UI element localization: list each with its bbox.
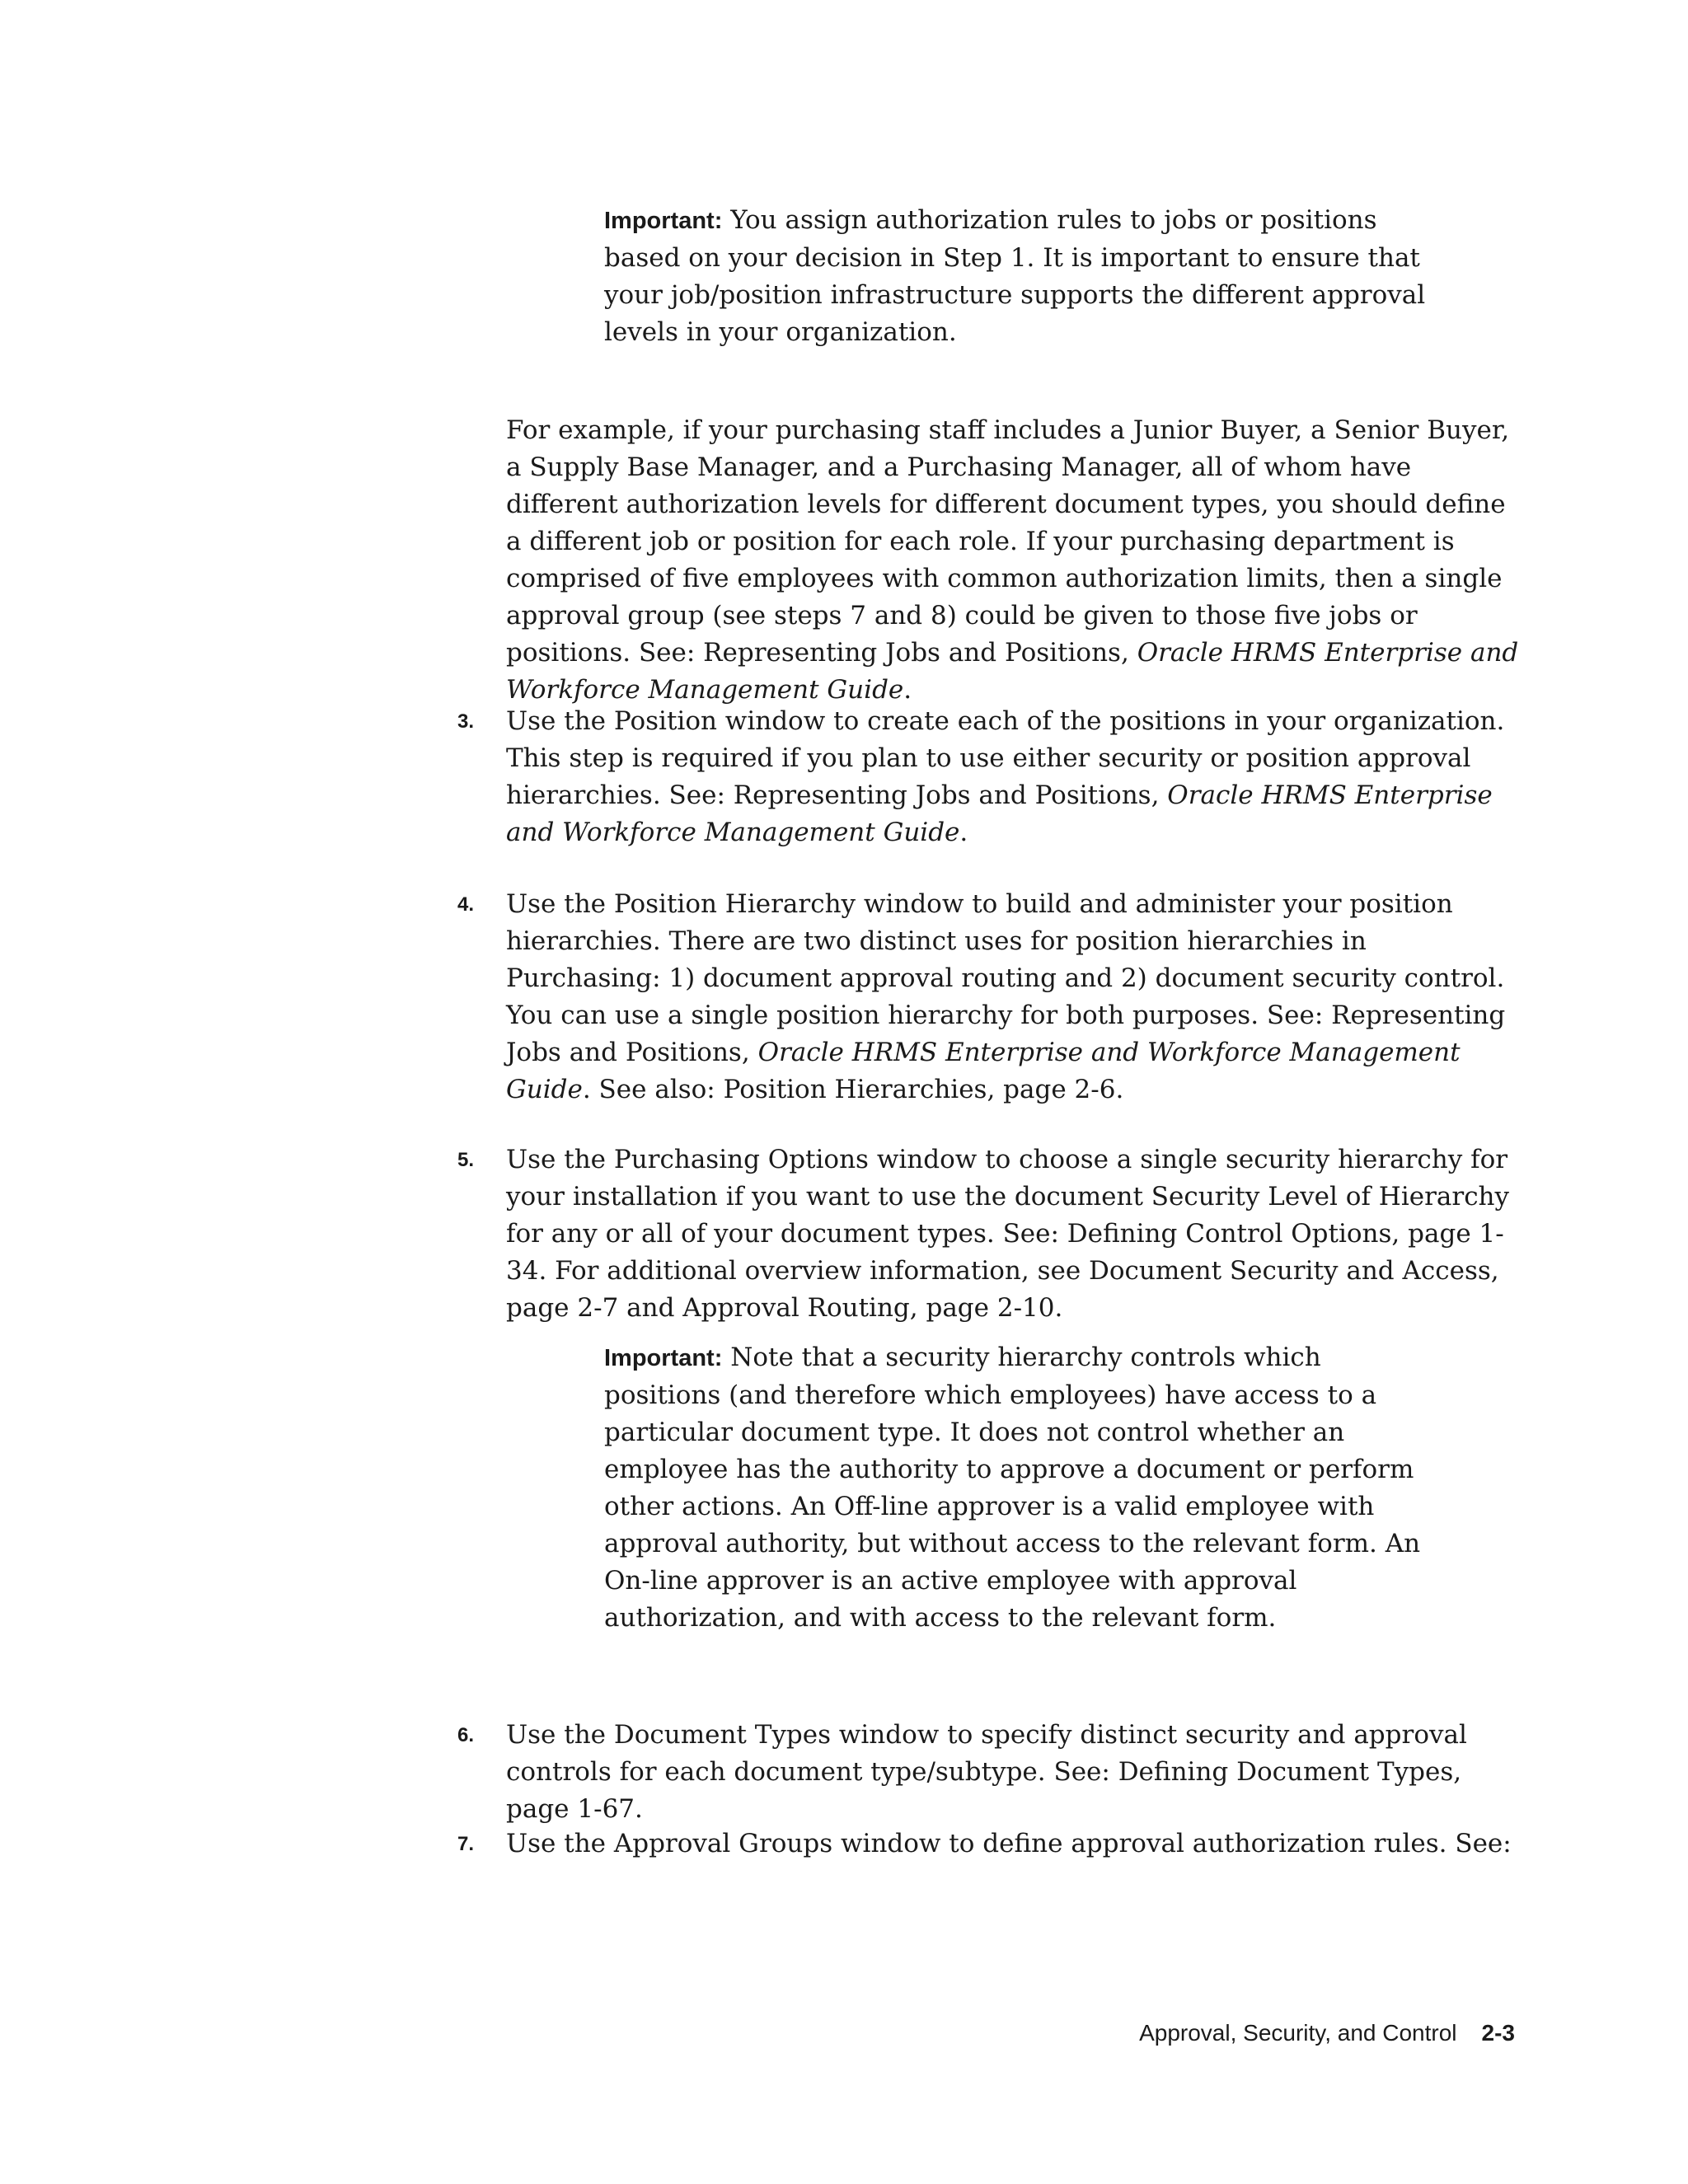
note-label: Important: [604, 208, 723, 234]
example-paragraph [506, 412, 1520, 709]
step-number: 5. [457, 1149, 475, 1171]
step-end: . See also: Position Hierarchies, page 2-6. [582, 1075, 1124, 1104]
note-label: Important: [604, 1345, 723, 1371]
important-note [604, 1339, 1428, 1637]
guide-title: Oracle HRMS Enterprise and Workforce Management Guide [506, 1038, 1461, 1104]
paragraph-end: . [903, 675, 912, 705]
guide-title: Oracle HRMS Enterprise and Workforce Management Guide [506, 638, 1519, 705]
page-number: 2-3 [1481, 2020, 1515, 2046]
step-number: 3. [457, 710, 475, 733]
step-text: Use the Purchasing Options window to choose a single security hierarchy for your installation if you want to use the document Security Level of Hierarchy for any or all of your document types. See: Defining Control Options, page 1-34. For additional overview information, see Document Security and Access, page 2-7 and Approval Routing, page 2-10. [506, 1145, 1510, 1323]
step-text [506, 886, 1520, 1108]
step-number: 7. [457, 1833, 475, 1855]
step-body: Use the Position Hierarchy window to build and administer your position hierarchies. There are two distinct uses for position hierarchies in Purchasing: 1) document approval routing and 2) document security control. You can use a single position hierarchy for both purposes. See: Representing Jobs and Positions, [506, 889, 1506, 1067]
paragraph-text: For example, if your purchasing staff includes a Junior Buyer, a Senior Buyer, a Supply Base Manager, and a Purchasing Manager, all of whom have different authorization levels for different document types, you should define a different job or position for each role. If your purchasing department is comprised of five employees with common authorization limits, then a single approval group (see steps 7 and 8) could be given to those five jobs or positions. See: Representing Jobs and Positions, [506, 415, 1510, 668]
page-footer [1139, 2017, 1515, 2050]
step-end: . [959, 818, 968, 847]
step-text: Use the Document Types window to specify distinct security and approval controls for each document type/subtype. See: Defining Document Types, page 1-67. [506, 1720, 1467, 1824]
footer-section-title: Approval, Security, and Control [1139, 2020, 1457, 2046]
step-text [506, 703, 1520, 851]
important-note [604, 202, 1428, 351]
note-text: You assign authorization rules to jobs or positions based on your decision in Step 1. It is important to ensure that your job/position infrastructure supports the different approval levels in your organization. [604, 205, 1426, 347]
step-body: Use the Position window to create each of the positions in your organization. This step is required if you plan to use either security or position approval hierarchies. See: Representing Jobs and Positions, [506, 706, 1505, 810]
step-text: Use the Approval Groups window to define approval authorization rules. See: [506, 1829, 1512, 1858]
note-text: Note that a security hierarchy controls which positions (and therefore which employees) have access to a particular document type. It does not control whether an employee has the authority to approve a document or perform other actions. An Off-line approver is a valid employee with approval authority, but without access to the relevant form. An On-line approver is an active employee with approval authorization, and with access to the relevant form. [604, 1343, 1421, 1633]
guide-title: Oracle HRMS Enterprise and Workforce Management Guide [506, 780, 1493, 847]
step-number: 4. [457, 893, 475, 916]
step-number: 6. [457, 1724, 475, 1746]
